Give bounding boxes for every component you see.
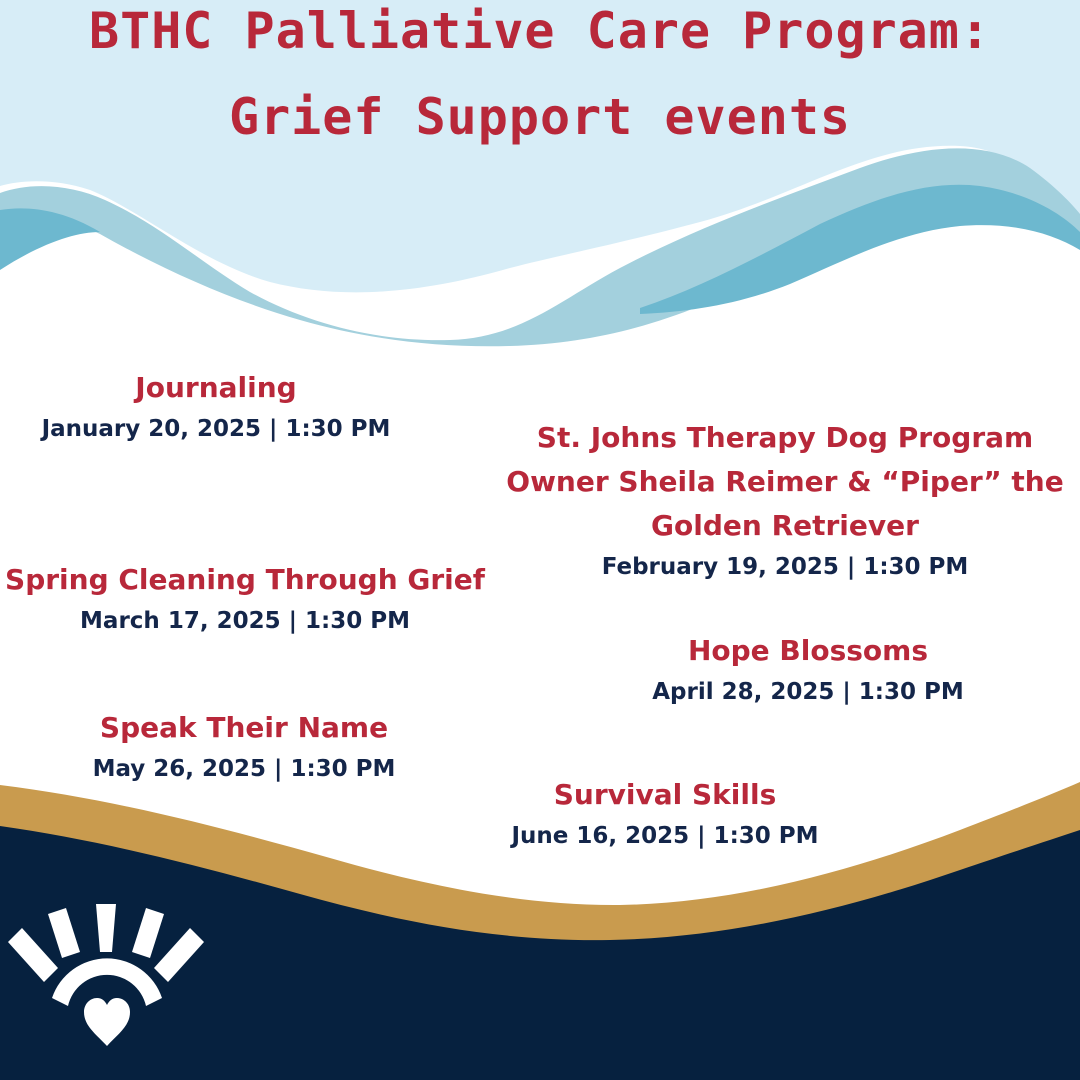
page-title-line-2: Grief Support events	[228, 88, 852, 146]
event-name-line: St. Johns Therapy Dog Program	[536, 421, 1034, 454]
event-hope-blossoms	[598, 629, 1018, 711]
sunrise-heart-icon	[0, 900, 220, 1060]
event-journaling	[16, 366, 416, 448]
event-name: Spring Cleaning Through Grief	[5, 563, 485, 596]
event-spring-cleaning	[0, 558, 490, 640]
event-name: Journaling	[135, 371, 297, 404]
event-date: April 28, 2025 | 1:30 PM	[652, 679, 964, 705]
event-name-line: Golden Retriever	[651, 509, 919, 542]
event-date: February 19, 2025 | 1:30 PM	[601, 554, 969, 580]
event-speak-their-name	[44, 706, 444, 788]
event-date: March 17, 2025 | 1:30 PM	[80, 608, 410, 634]
event-name: Hope Blossoms	[687, 634, 929, 667]
event-name-line: Owner Sheila Reimer & “Piper” the	[506, 465, 1064, 498]
event-date: May 26, 2025 | 1:30 PM	[92, 756, 396, 782]
event-name: Survival Skills	[553, 778, 777, 811]
event-date: June 16, 2025 | 1:30 PM	[511, 823, 819, 849]
event-name: Speak Their Name	[99, 711, 389, 744]
event-date: January 20, 2025 | 1:30 PM	[41, 416, 391, 442]
page-title-line-1: BTHC Palliative Care Program:	[89, 2, 991, 60]
event-therapy-dog	[502, 416, 1068, 586]
event-survival-skills	[465, 773, 865, 855]
